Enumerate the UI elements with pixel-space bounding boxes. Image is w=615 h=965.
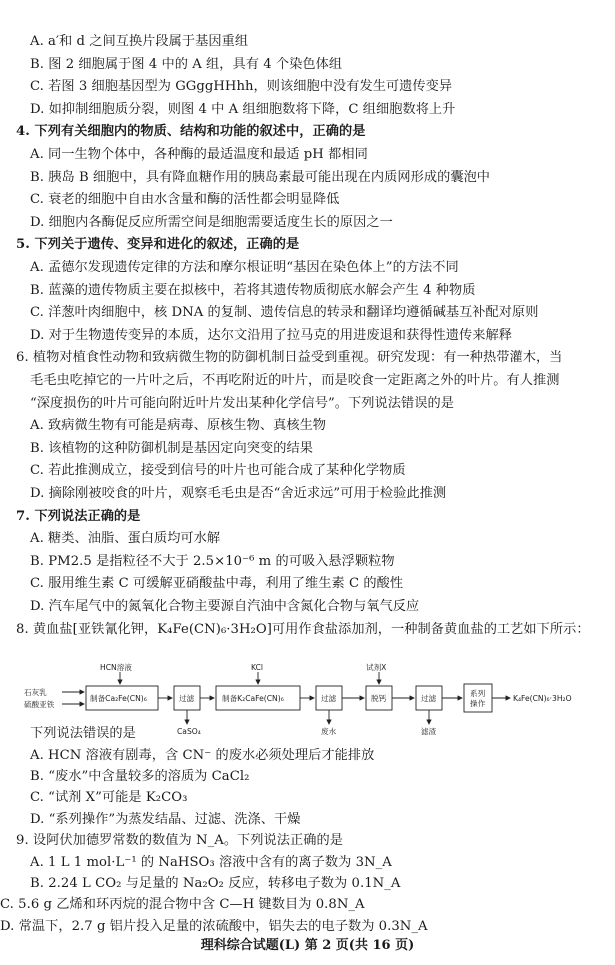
label-box2: 过滤 <box>179 694 195 704</box>
q6-stem-line3: “深度损伤的叶片可能向附近叶片发出某种化学信号”。下列说法错误的是 <box>30 395 454 411</box>
q3-option-c: C. 若图 3 细胞基因型为 GGggHHhh，则该细胞中没有发生可遗传变异 <box>30 79 453 95</box>
q5-option-d: D. 对于生物遗传变异的本质，达尔文沿用了拉马克的用进废退和获得性遗传来解释 <box>30 327 512 343</box>
q3-option-b: B. 图 2 细胞属于图 4 中的 A 组，具有 4 个染色体组 <box>30 56 343 72</box>
label-box1: 制备Ca₂Fe(CN)₆ <box>90 694 147 704</box>
q8-option-a: A. HCN 溶液有剧毒，含 CN⁻ 的废水必须处理后才能排放 <box>30 747 375 763</box>
q4-option-d: D. 细胞内各酶促反应所需空间是细胞需要适度生长的原因之一 <box>30 214 393 230</box>
q5-option-c: C. 洋葱叶肉细胞中，核 DNA 的复制、遗传信息的转录和翻译均遵循碱基互补配对原则 <box>30 305 539 321</box>
q5-stem: 5. 下列关于遗传、变异和进化的叙述，正确的是 <box>16 237 300 253</box>
q7-option-a: A. 糖类、油脂、蛋白质均可水解 <box>30 531 221 547</box>
label-feso4: 硫酸亚铁 <box>24 700 55 710</box>
q3-option-d: D. 如抑制细胞质分裂，则图 4 中 A 组细胞数将下降，C 组细胞数将上升 <box>30 101 456 117</box>
q9-option-a: A. 1 L 1 mol·L⁻¹ 的 NaHSO₃ 溶液中含有的离子数为 3N_A <box>30 854 392 870</box>
q6-stem-line1: 6. 植物对植食性动物和致病微生物的防御机制日益受到重视。研究发现：有一种热带灌木，当 <box>16 350 563 366</box>
label-lime: 石灰乳 <box>24 688 47 698</box>
label-hcn: HCN溶液 <box>100 663 132 673</box>
q4-option-a: A. 同一生物个体中，各种酶的最适温度和最适 pH 都相同 <box>30 147 368 162</box>
label-box6: 过滤 <box>421 694 437 704</box>
label-box4: 过滤 <box>321 694 337 704</box>
q9-option-b: B. 2.24 L CO₂ 与足量的 Na₂O₂ 反应，转移电子数为 0.1N_A <box>30 876 401 891</box>
q9-option-d: D. 常温下，2.7 g 铝片投入足量的浓硫酸中，铝失去的电子数为 0.3N_A <box>0 918 428 934</box>
q4-stem: 4. 下列有关细胞内的物质、结构和功能的叙述中，正确的是 <box>16 124 366 140</box>
q4-option-c: C. 衰老的细胞中自由水含量和酶的活性都会明显降低 <box>30 192 340 208</box>
page-footer: 理科综合试题(L) 第 2 页(共 16 页) <box>200 938 415 953</box>
label-box7-line1: 系列 <box>470 689 486 699</box>
q8-stem: 8. 黄血盐[亚铁氰化钾，K₄Fe(CN)₆·3H₂O]可用作食盐添加剂，一种制备黄血盐的工艺如下所示： <box>16 621 590 637</box>
label-box7-line2: 操作 <box>470 699 486 709</box>
q7-option-d: D. 汽车尾气中的氮氧化合物主要源自汽油中含氮化合物与氧气反应 <box>30 599 420 614</box>
q6-option-b: B. 该植物的这种防御机制是基因定向突变的结果 <box>30 440 313 456</box>
q8-option-d: D. “系列操作”为蒸发结晶、过滤、洗涤、干燥 <box>30 811 301 827</box>
q6-option-a: A. 致病微生物有可能是病毒、原核生物、真核生物 <box>30 418 327 434</box>
label-residue: 滤渣 <box>421 727 437 737</box>
q7-option-b: B. PM2.5 是指粒径不大于 2.5×10⁻⁶ m 的可吸入悬浮颗粒物 <box>30 553 395 569</box>
q8-subprompt: 下列说法错误的是 <box>30 726 136 742</box>
label-kcl: KCl <box>251 663 263 673</box>
q9-option-c: C. 5.6 g 乙烯和环丙烷的混合物中含 C—H 键数目为 0.8N_A <box>0 897 365 913</box>
q5-option-b: B. 蓝藻的遗传物质主要在拟核中，若将其遗传物质彻底水解会产生 4 种物质 <box>30 282 476 298</box>
label-reagent-x: 试剂X <box>366 663 387 673</box>
label-caso4: CaSO₄ <box>177 727 201 737</box>
q8-option-c: C. “试剂 X”可能是 K₂CO₃ <box>30 790 188 806</box>
q3-option-a: A. a′和 d 之间互换片段属于基因重组 <box>30 34 249 49</box>
q8-option-b: B. “废水”中含量较多的溶质为 CaCl₂ <box>30 769 250 784</box>
label-waste: 废水 <box>321 727 337 737</box>
q5-option-a: A. 孟德尔发现遗传定律的方法和摩尔根证明“基因在染色体上”的方法不同 <box>30 260 459 275</box>
label-box3: 制备K₂CaFe(CN)₆ <box>222 694 284 704</box>
label-product: K₄Fe(CN)₆·3H₂O <box>513 694 572 704</box>
q4-option-b: B. 胰岛 B 细胞中，具有降血糖作用的胰岛素最可能出现在内质网形成的囊泡中 <box>30 169 491 185</box>
q7-stem: 7. 下列说法正确的是 <box>16 508 141 524</box>
label-box5: 脱钙 <box>371 694 387 704</box>
q6-option-c: C. 若此推测成立，接受到信号的叶片也可能合成了某种化学物质 <box>30 463 406 479</box>
q6-stem-line2: 毛毛虫吃掉它的一片叶之后，不再吃附近的叶片，而是咬食一定距离之外的叶片。有人推测 <box>30 373 560 388</box>
q9-stem: 9. 设阿伏加德罗常数的数值为 N_A。下列说法正确的是 <box>16 833 343 849</box>
q7-option-c: C. 服用维生素 C 可缓解亚硝酸盐中毒，利用了维生素 C 的酸性 <box>30 576 404 592</box>
q6-option-d: D. 摘除刚被咬食的叶片，观察毛毛虫是否“舍近求远”可用于检验此推测 <box>30 486 447 501</box>
